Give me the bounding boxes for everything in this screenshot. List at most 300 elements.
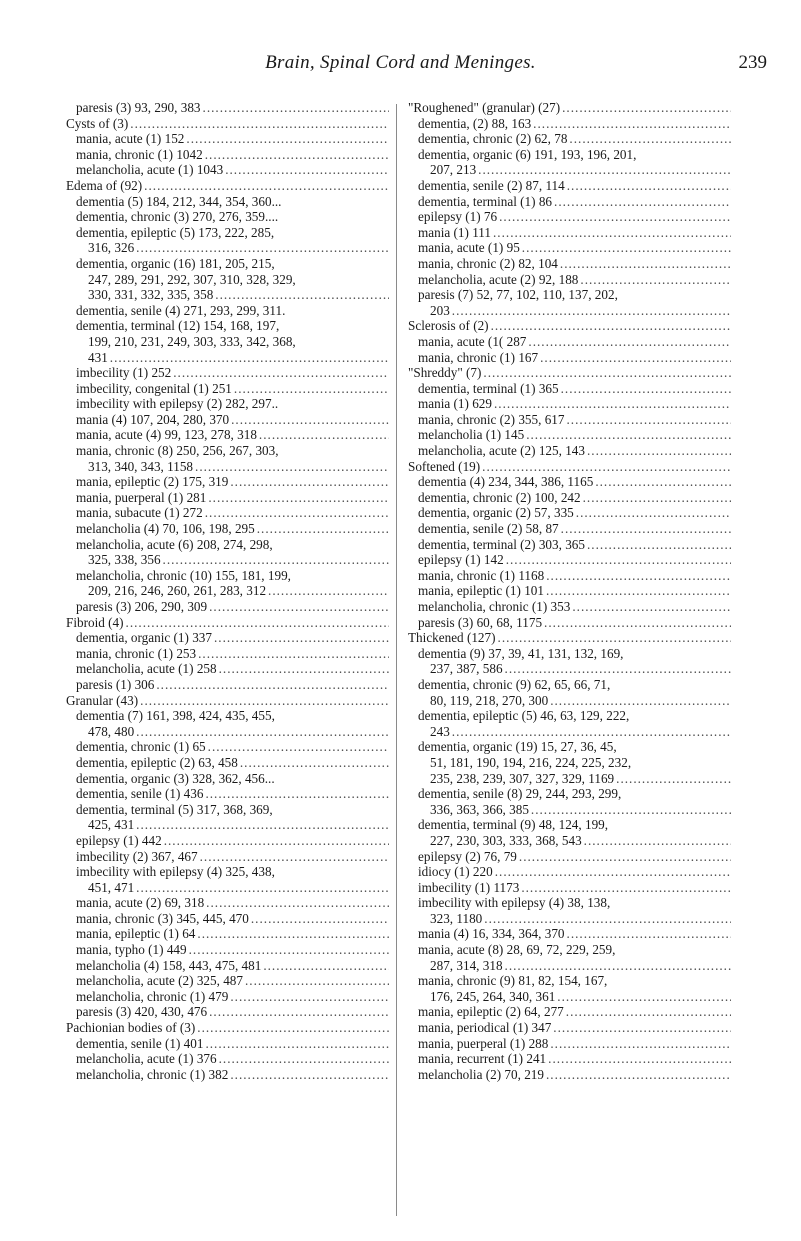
index-text: dementia, organic (16) 181, 205, 215, [76, 255, 275, 271]
index-continuation [408, 989, 731, 1005]
index-entry [408, 443, 731, 459]
leader-dots [526, 427, 731, 443]
index-text: paresis (3) 93, 290, 383 [76, 100, 201, 115]
index-entry [66, 443, 389, 459]
index-text: mania (4) 16, 334, 364, 370 [418, 926, 565, 942]
index-entry [408, 786, 731, 802]
index-entry [66, 427, 389, 443]
index-text: mania, chronic (3) 345, 445, 470 [76, 910, 249, 926]
index-heading [66, 615, 389, 631]
index-entry [408, 350, 731, 366]
leader-dots [215, 287, 389, 303]
leader-dots [550, 1036, 731, 1052]
leader-dots [206, 895, 389, 911]
index-text: dementia, organic (19) 15, 27, 36, 45, [418, 739, 617, 755]
leader-dots [209, 599, 389, 615]
leader-dots [163, 552, 389, 568]
leader-dots [240, 755, 389, 771]
leader-dots [259, 427, 389, 443]
index-text: paresis (7) 52, 77, 102, 110, 137, 202, [418, 287, 618, 303]
leader-dots [219, 1051, 389, 1067]
index-text: melancholia, acute (1) 1043 [76, 162, 224, 178]
index-text: dementia, chronic (2) 100, 242 [418, 489, 581, 505]
leader-dots [205, 1036, 389, 1052]
index-text: melancholia (2) 70, 219 [418, 1066, 544, 1082]
leader-dots [567, 412, 732, 428]
index-text: dementia (4) 234, 344, 386, 1165 [418, 474, 594, 490]
index-text: Edema of (92) [66, 177, 143, 193]
index-text: paresis (3) 206, 290, 309 [76, 599, 208, 614]
leader-dots [257, 521, 389, 537]
index-heading [408, 459, 731, 475]
index-continuation [66, 817, 389, 833]
leader-dots [484, 911, 731, 927]
leader-dots [506, 552, 731, 568]
leader-dots [140, 693, 389, 709]
index-text: epilepsy (1) 442 [76, 832, 162, 848]
index-entry [408, 521, 731, 537]
leader-dots [587, 443, 731, 459]
leader-dots [205, 147, 389, 163]
index-entry [408, 256, 731, 272]
index-entry [66, 1051, 389, 1067]
leader-dots [198, 646, 389, 662]
index-text: epilepsy (1) 142 [418, 552, 504, 568]
index-text: mania, acute (8) 28, 69, 72, 229, 259, [418, 942, 616, 958]
index-entry [408, 552, 731, 568]
index-entry [408, 895, 731, 911]
leader-dots [584, 833, 731, 849]
index-text: melancholia, chronic (1) 382 [76, 1066, 229, 1082]
leader-dots [540, 350, 731, 366]
leader-dots [203, 100, 389, 116]
index-entry [66, 1067, 389, 1083]
index-text: 313, 340, 343, 1158 [88, 458, 194, 474]
index-entry [66, 147, 389, 163]
index-continuation [408, 693, 731, 709]
index-entry [408, 412, 731, 428]
index-heading [408, 318, 731, 334]
index-entry [408, 147, 731, 163]
index-text: paresis (1) 306 [76, 676, 155, 692]
index-text: 323, 1180 [430, 910, 483, 926]
leader-dots [587, 537, 731, 553]
index-entry [408, 583, 731, 599]
index-text: melancholia, acute (2) 325, 487 [76, 973, 243, 989]
leader-dots [576, 505, 731, 521]
index-continuation [66, 272, 389, 288]
running-head [0, 52, 801, 76]
index-text: 247, 289, 291, 292, 307, 310, 328, 329, [88, 271, 296, 287]
index-text: imbecility (1) 252 [76, 365, 172, 381]
index-entry [66, 926, 389, 942]
page-number: 239 [738, 52, 767, 73]
index-text: 330, 331, 332, 335, 358 [88, 287, 214, 303]
index-text: mania, chronic (2) 355, 617 [418, 411, 565, 427]
index-heading [408, 365, 731, 381]
page-title: Brain, Spinal Cord and Meninges. [265, 52, 536, 73]
index-text: 207, 213 [430, 162, 477, 178]
index-text: dementia, terminal (2) 303, 365 [418, 536, 585, 552]
index-text: paresis (3) 60, 68, 1175 [418, 614, 543, 630]
index-text: mania, puerperal (1) 288 [418, 1035, 549, 1051]
index-entry [66, 911, 389, 927]
leader-dots [234, 381, 389, 397]
index-text: dementia, epileptic (2) 63, 458 [76, 754, 238, 770]
index-entry [66, 131, 389, 147]
index-text: mania, acute (1) 152 [76, 131, 185, 147]
index-text: 316, 326 [88, 240, 135, 256]
index-entry [408, 537, 731, 553]
index-text: Cysts of (3) [66, 115, 129, 131]
index-entry [408, 116, 731, 132]
leader-dots [164, 833, 389, 849]
index-text: mania, epileptic (2) 64, 277 [418, 1004, 564, 1020]
index-entry [408, 646, 731, 662]
index-entry [66, 490, 389, 506]
index-entry [66, 661, 389, 677]
index-text: melancholia (4) 70, 106, 198, 295 [76, 521, 255, 537]
index-entry [66, 630, 389, 646]
leader-dots [595, 474, 731, 490]
index-text: dementia, terminal (1) 365 [418, 380, 559, 396]
index-text: mania (4) 107, 204, 280, 370 [76, 411, 230, 427]
index-entry [66, 162, 389, 178]
index-text: epilepsy (1) 76 [418, 209, 498, 225]
index-text: melancholia, acute (1) 376 [76, 1051, 217, 1067]
index-heading [66, 116, 389, 132]
leader-dots [144, 178, 389, 194]
index-text: dementia, senile (2) 87, 114 [418, 177, 565, 193]
index-text: imbecility, congenital (1) 251 [76, 380, 232, 396]
index-text: mania, epileptic (2) 175, 319 [76, 474, 229, 490]
index-entry [66, 942, 389, 958]
index-entry [408, 708, 731, 724]
leader-dots [268, 583, 389, 599]
index-entry [66, 256, 389, 272]
index-text: melancholia, chronic (1) 353 [418, 599, 571, 614]
index-text: melancholia, acute (1) 258 [76, 661, 217, 677]
index-text: dementia (5) 184, 212, 344, 354, 360... [76, 193, 282, 209]
leader-dots [197, 926, 389, 942]
index-continuation [66, 287, 389, 303]
index-text: dementia, senile (2) 58, 87 [418, 521, 559, 537]
index-entry [66, 100, 389, 116]
index-text: mania, periodical (1) 347 [418, 1020, 552, 1036]
index-entry [66, 1004, 389, 1020]
index-entry [408, 1067, 731, 1083]
index-continuation [408, 755, 731, 771]
index-text: dementia, chronic (3) 270, 276, 359.... [76, 209, 279, 225]
leader-dots [173, 365, 389, 381]
index-text: melancholia, acute (2) 125, 143 [418, 443, 585, 459]
leader-dots [522, 240, 731, 256]
index-text: "Roughened" (granular) (27) [408, 100, 561, 115]
index-entry [408, 225, 731, 241]
index-entry [408, 505, 731, 521]
index-entry [66, 739, 389, 755]
index-text: mania, acute (1( 287 [418, 333, 527, 349]
index-text: mania, chronic (1) 1168 [418, 567, 545, 583]
index-text: melancholia, acute (6) 208, 274, 298, [76, 536, 273, 552]
index-continuation [66, 459, 389, 475]
index-text: dementia, epileptic (5) 46, 63, 129, 222, [418, 708, 630, 724]
index-text: mania, chronic (1) 167 [418, 349, 539, 365]
index-entry [66, 833, 389, 849]
index-entry [408, 474, 731, 490]
leader-dots [566, 1004, 731, 1020]
index-text: Sclerosis of (2) [408, 318, 489, 334]
index-entry [408, 490, 731, 506]
index-text: melancholia (1) 145 [418, 427, 525, 443]
index-entry [66, 864, 389, 880]
index-text: Thickened (127) [408, 630, 496, 646]
index-column-right [408, 100, 731, 1082]
index-text: 203 [430, 302, 450, 318]
leader-dots [548, 1051, 731, 1067]
index-text: imbecility (1) 1173 [418, 879, 520, 895]
leader-dots [452, 724, 731, 740]
leader-dots [491, 318, 731, 334]
index-text: idiocy (1) 220 [418, 864, 493, 880]
index-text: dementia, chronic (1) 65 [76, 739, 206, 755]
leader-dots [494, 396, 731, 412]
index-text: mania, subacute (1) 272 [76, 505, 203, 521]
index-entry [66, 396, 389, 412]
index-entry [66, 802, 389, 818]
index-text: mania, recurrent (1) 241 [418, 1051, 547, 1067]
index-entry [66, 412, 389, 428]
index-entry [66, 677, 389, 693]
leader-dots [230, 474, 389, 490]
index-entry [408, 396, 731, 412]
index-text: mania, acute (4) 99, 123, 278, 318 [76, 427, 257, 443]
index-text: dementia, epileptic (5) 173, 222, 285, [76, 224, 275, 240]
leader-dots [230, 989, 389, 1005]
index-entry [408, 209, 731, 225]
index-text: 243 [430, 723, 450, 739]
leader-dots [156, 677, 389, 693]
index-heading [408, 100, 731, 116]
leader-dots [557, 989, 731, 1005]
leader-dots [616, 771, 731, 787]
index-entry [66, 303, 389, 319]
leader-dots [205, 786, 389, 802]
index-entry [408, 1004, 731, 1020]
index-entry [408, 194, 731, 210]
index-continuation [408, 911, 731, 927]
index-text: dementia, senile (1) 436 [76, 786, 204, 802]
index-text: mania, puerperal (1) 281 [76, 489, 207, 505]
index-text: imbecility with epilepsy (2) 282, 297.. [76, 396, 279, 412]
leader-dots [493, 225, 731, 241]
leader-dots [130, 116, 389, 132]
index-entry [408, 178, 731, 194]
index-entry [408, 381, 731, 397]
leader-dots [505, 661, 731, 677]
index-entry [408, 131, 731, 147]
index-entry [66, 786, 389, 802]
index-entry [408, 1051, 731, 1067]
index-text: 80, 119, 218, 270, 300 [430, 692, 549, 708]
leader-dots [531, 802, 731, 818]
leader-dots [498, 630, 731, 646]
leader-dots [562, 100, 731, 116]
leader-dots [561, 521, 731, 537]
index-text: 336, 363, 366, 385 [430, 801, 529, 817]
index-entry [408, 287, 731, 303]
index-text: dementia (9) 37, 39, 41, 131, 132, 169, [418, 645, 624, 661]
index-text: dementia, organic (2) 57, 335 [418, 505, 574, 521]
index-entry [66, 849, 389, 865]
index-text: 325, 338, 356 [88, 552, 161, 568]
leader-dots [580, 272, 731, 288]
index-entry [66, 599, 389, 615]
column-divider [396, 104, 397, 1216]
leader-dots [200, 849, 389, 865]
index-text: 425, 431 [88, 817, 135, 833]
leader-dots [136, 817, 389, 833]
index-text: 287, 314, 318 [430, 957, 503, 973]
index-entry [66, 755, 389, 771]
index-text: "Shreddy" (7) [408, 365, 482, 381]
index-entry [66, 225, 389, 241]
index-continuation [408, 303, 731, 319]
leader-dots [452, 303, 731, 319]
index-heading [408, 630, 731, 646]
index-entry [408, 739, 731, 755]
leader-dots [528, 334, 731, 350]
index-continuation [66, 334, 389, 350]
index-text: 199, 210, 231, 249, 303, 333, 342, 368, [88, 333, 296, 349]
index-text: 431 [88, 349, 108, 365]
leader-dots [208, 490, 389, 506]
index-entry [66, 365, 389, 381]
leader-dots [519, 849, 731, 865]
leader-dots [189, 942, 389, 958]
index-continuation [66, 552, 389, 568]
index-text: dementia, senile (8) 29, 244, 293, 299, [418, 786, 622, 802]
index-text: dementia, senile (1) 401 [76, 1035, 204, 1051]
index-entry [408, 1020, 731, 1036]
index-text: 227, 230, 303, 333, 368, 543 [430, 832, 582, 848]
index-text: dementia, chronic (9) 62, 65, 66, 71, [418, 676, 611, 692]
index-continuation [408, 771, 731, 787]
index-text: Fibroid (4) [66, 614, 124, 630]
index-text: mania, epileptic (1) 64 [76, 926, 196, 942]
index-text: mania (1) 111 [418, 224, 491, 240]
index-entry [66, 381, 389, 397]
index-text: dementia, terminal (12) 154, 168, 197, [76, 318, 280, 334]
leader-dots [505, 958, 731, 974]
index-text: dementia, terminal (1) 86 [418, 193, 553, 209]
leader-dots [136, 240, 389, 256]
index-entry [66, 194, 389, 210]
index-entry [66, 771, 389, 787]
index-text: mania, acute (2) 69, 318 [76, 895, 205, 911]
index-continuation [66, 350, 389, 366]
index-text: mania, chronic (9) 81, 82, 154, 167, [418, 973, 608, 989]
index-text: Granular (43) [66, 692, 139, 708]
leader-dots [251, 911, 389, 927]
leader-dots [567, 926, 731, 942]
leader-dots [583, 490, 731, 506]
index-text: mania (1) 629 [418, 396, 492, 412]
index-text: melancholia, chronic (10) 155, 181, 199, [76, 567, 291, 583]
leader-dots [553, 1020, 731, 1036]
index-continuation [408, 833, 731, 849]
leader-dots [219, 661, 389, 677]
leader-dots [209, 1004, 389, 1020]
index-text: dementia, terminal (9) 48, 124, 199, [418, 817, 609, 833]
index-text: mania, epileptic (1) 101 [418, 583, 544, 599]
index-continuation [408, 958, 731, 974]
leader-dots [126, 615, 389, 631]
index-text: dementia, organic (6) 191, 193, 196, 201, [418, 146, 637, 162]
index-entry [66, 505, 389, 521]
index-text: mania, chronic (2) 82, 104 [418, 255, 558, 271]
index-text: dementia, organic (1) 337 [76, 630, 212, 646]
index-entry [66, 646, 389, 662]
index-text: mania, acute (1) 95 [418, 240, 520, 256]
index-text: melancholia, acute (2) 92, 188 [418, 271, 579, 287]
leader-dots [214, 630, 389, 646]
leader-dots [136, 724, 389, 740]
leader-dots [110, 350, 389, 366]
index-text: 478, 480 [88, 723, 135, 739]
leader-dots [186, 131, 389, 147]
index-entry [66, 989, 389, 1005]
leader-dots [136, 880, 389, 896]
index-column-left [66, 100, 389, 1082]
index-text: dementia, organic (3) 328, 362, 456... [76, 770, 275, 786]
index-entry [66, 708, 389, 724]
index-text: Softened (19) [408, 458, 481, 474]
index-text: dementia, chronic (2) 62, 78 [418, 131, 568, 147]
index-text: imbecility (2) 367, 467 [76, 848, 198, 864]
index-entry [408, 615, 731, 631]
leader-dots [195, 459, 389, 475]
index-entry [408, 973, 731, 989]
index-entry [408, 864, 731, 880]
index-text: 209, 216, 246, 260, 261, 283, 312 [88, 583, 267, 599]
index-entry [408, 849, 731, 865]
index-text: 451, 471 [88, 879, 135, 895]
leader-dots [499, 209, 731, 225]
index-entry [66, 1036, 389, 1052]
index-text: 235, 238, 239, 307, 327, 329, 1169 [430, 770, 615, 786]
leader-dots [550, 693, 731, 709]
index-entry [66, 895, 389, 911]
index-entry [408, 677, 731, 693]
index-continuation [66, 583, 389, 599]
index-entry [408, 817, 731, 833]
index-heading [66, 693, 389, 709]
leader-dots [546, 568, 731, 584]
index-text: dementia, terminal (5) 317, 368, 369, [76, 801, 273, 817]
index-continuation [66, 880, 389, 896]
index-text: 51, 181, 190, 194, 216, 224, 225, 232, [430, 754, 632, 770]
index-heading [66, 178, 389, 194]
index-entry [408, 1036, 731, 1052]
index-text: paresis (3) 420, 430, 476 [76, 1004, 208, 1020]
leader-dots [533, 116, 731, 132]
index-text: dementia, (2) 88, 163 [418, 115, 532, 131]
index-entry [408, 942, 731, 958]
index-text: 237, 387, 586 [430, 661, 503, 677]
index-text: Pachionian bodies of (3) [66, 1020, 196, 1036]
leader-dots [554, 194, 731, 210]
